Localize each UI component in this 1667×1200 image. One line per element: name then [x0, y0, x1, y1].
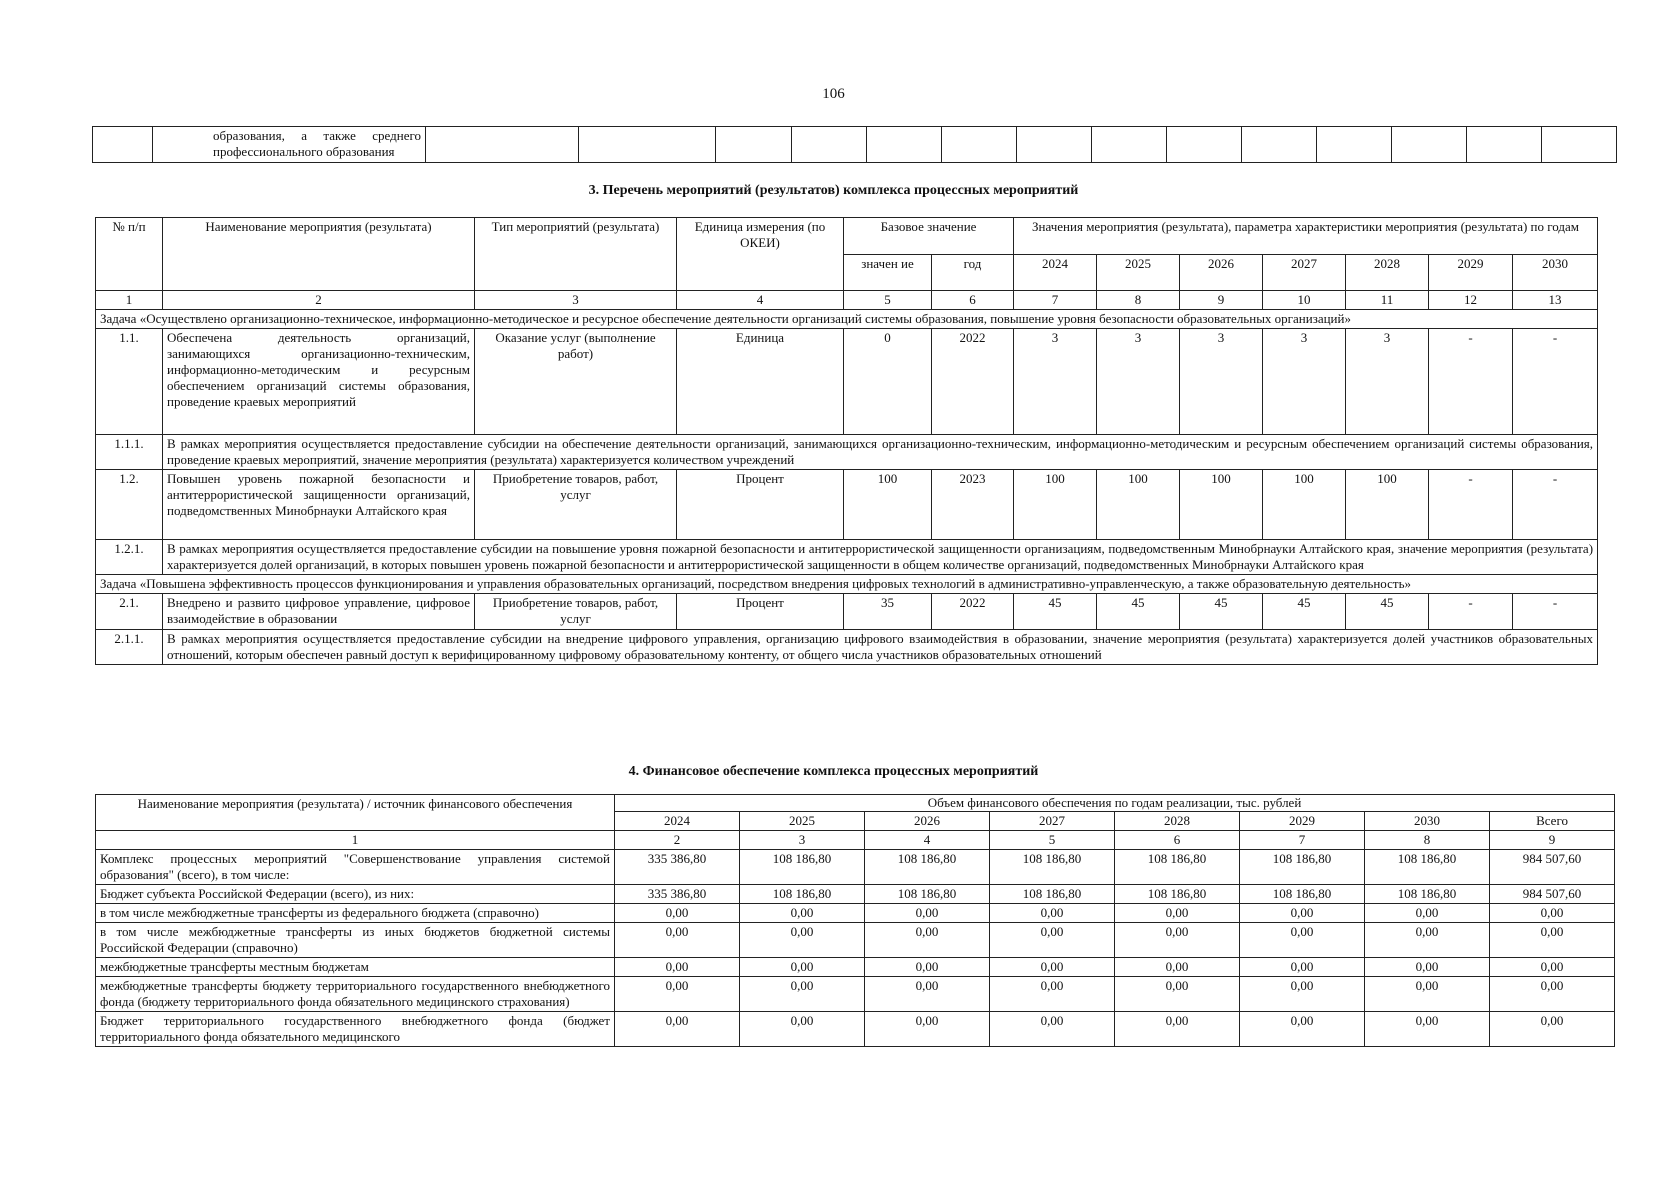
row-description: В рамках мероприятия осуществляется предоставление субсидии на обеспечение деятельности организаций, занимающихся организационно-техническим, информационно-методическим и ресурсным обеспечением организаций системы образования, проведение краевых мероприятий, значение мероприятия (результата) характеризуется количеством учреждений — [163, 435, 1598, 470]
header-year: 2027 — [1263, 255, 1346, 291]
fin-col-number: 3 — [740, 831, 865, 850]
row-num: 1.1.1. — [96, 435, 163, 470]
fin-value: 0,00 — [1365, 1012, 1490, 1047]
header-year: 2025 — [1097, 255, 1180, 291]
fin-value: 0,00 — [1115, 1012, 1240, 1047]
fin-value: 108 186,80 — [1365, 885, 1490, 904]
fin-header-volume: Объем финансового обеспечения по годам реализации, тыс. рублей — [615, 795, 1615, 812]
fin-header-year: 2030 — [1365, 812, 1490, 831]
fin-col-number: 9 — [1490, 831, 1615, 850]
row-num: 2.1. — [96, 594, 163, 630]
fin-value: 0,00 — [1490, 904, 1615, 923]
fin-value: 108 186,80 — [1240, 850, 1365, 885]
fin-header-name: Наименование мероприятия (результата) / источник финансового обеспечения — [96, 795, 615, 831]
fin-value: 108 186,80 — [865, 850, 990, 885]
col-number: 7 — [1014, 291, 1097, 310]
fin-col-number: 1 — [96, 831, 615, 850]
fragment-cell — [1167, 127, 1242, 163]
events-table — [95, 217, 1598, 665]
row-num: 1.1. — [96, 329, 163, 435]
fin-value: 0,00 — [1490, 958, 1615, 977]
fragment-text: образования, а также среднего профессионального образования — [153, 127, 426, 163]
fin-row-name: Комплекс процессных мероприятий "Совершенствование управления системой образования" (всего), в том числе: — [96, 850, 615, 885]
fin-value: 0,00 — [740, 977, 865, 1012]
fragment-cell — [1017, 127, 1092, 163]
fin-row-name: межбюджетные трансферты бюджету территориального государственного внебюджетного фонда (бюджету территориального фонда обязательного медицинского страхования) — [96, 977, 615, 1012]
fragment-cell — [867, 127, 942, 163]
fin-value: 108 186,80 — [1365, 850, 1490, 885]
fragment-cell — [942, 127, 1017, 163]
fin-row-name: межбюджетные трансферты местным бюджетам — [96, 958, 615, 977]
header-num: № п/п — [96, 218, 163, 291]
fin-value: 0,00 — [1115, 958, 1240, 977]
fin-value: 984 507,60 — [1490, 885, 1615, 904]
fin-row-name: в том числе межбюджетные трансферты из федерального бюджета (справочно) — [96, 904, 615, 923]
row-num: 1.2. — [96, 470, 163, 540]
fin-header-year: 2024 — [615, 812, 740, 831]
row-name: Повышен уровень пожарной безопасности и антитеррористической защищенности организаций, подведомственных Минобрнауки Алтайского края — [163, 470, 475, 540]
row-unit: Процент — [677, 594, 844, 630]
row-type: Оказание услуг (выполнение работ) — [475, 329, 677, 435]
col-number: 11 — [1346, 291, 1429, 310]
task-2: Задача «Повышена эффективность процессов функционирования и управления образовательных организаций, посредством внедрения цифровых технологий в административно-управленческую, а также образовательную деятельность» — [96, 575, 1598, 594]
row-num: 1.2.1. — [96, 540, 163, 575]
fin-row-name: в том числе межбюджетные трансферты из иных бюджетов бюджетной системы Российской Федерации (справочно) — [96, 923, 615, 958]
col-number: 12 — [1429, 291, 1513, 310]
fin-value: 0,00 — [1115, 923, 1240, 958]
header-base: Базовое значение — [844, 218, 1014, 255]
fragment-cell — [1542, 127, 1617, 163]
col-number: 5 — [844, 291, 932, 310]
fin-value: 0,00 — [1365, 958, 1490, 977]
fin-col-number: 8 — [1365, 831, 1490, 850]
fin-value: 0,00 — [1490, 1012, 1615, 1047]
col-number: 10 — [1263, 291, 1346, 310]
row-value: 3 — [1180, 329, 1263, 435]
previous-table-fragment — [92, 126, 1617, 163]
fin-value: 0,00 — [1115, 977, 1240, 1012]
fin-header-year: 2027 — [990, 812, 1115, 831]
fin-value: 0,00 — [1240, 1012, 1365, 1047]
fragment-cell — [1317, 127, 1392, 163]
row-description: В рамках мероприятия осуществляется предоставление субсидии на внедрение цифрового управления, организацию цифрового взаимодействия в образовании, значение мероприятия (результата) характеризуется долей участников образовательных отношений, которым обеспечен равный доступ к верифицированному цифровому образовательному контенту, от общего числа участников образовательных отношений — [163, 630, 1598, 665]
row-value: - — [1429, 594, 1513, 630]
row-value: - — [1513, 470, 1598, 540]
row-base-year: 2022 — [932, 594, 1014, 630]
row-type: Приобретение товаров, работ, услуг — [475, 470, 677, 540]
fin-header-year: 2029 — [1240, 812, 1365, 831]
fin-header-year: 2026 — [865, 812, 990, 831]
fin-header-year: 2028 — [1115, 812, 1240, 831]
row-name: Внедрено и развито цифровое управление, цифровое взаимодействие в образовании — [163, 594, 475, 630]
fin-value: 0,00 — [1365, 923, 1490, 958]
fin-value: 0,00 — [865, 1012, 990, 1047]
fragment-cell — [1392, 127, 1467, 163]
fin-value: 0,00 — [615, 904, 740, 923]
row-value: 100 — [1180, 470, 1263, 540]
fin-header-total: Всего — [1490, 812, 1615, 831]
row-value: - — [1429, 470, 1513, 540]
fin-value: 0,00 — [615, 923, 740, 958]
fin-value: 0,00 — [1490, 977, 1615, 1012]
section-3-title: 3. Перечень мероприятий (результатов) комплекса процессных мероприятий — [588, 183, 1079, 198]
row-unit: Процент — [677, 470, 844, 540]
header-name: Наименование мероприятия (результата) — [163, 218, 475, 291]
fin-col-number: 6 — [1115, 831, 1240, 850]
col-number: 1 — [96, 291, 163, 310]
fragment-cell — [93, 127, 153, 163]
row-base-year: 2022 — [932, 329, 1014, 435]
fin-header-year: 2025 — [740, 812, 865, 831]
fin-value: 0,00 — [865, 977, 990, 1012]
fin-value: 0,00 — [1115, 904, 1240, 923]
header-year: 2024 — [1014, 255, 1097, 291]
row-value: 45 — [1097, 594, 1180, 630]
row-value: 45 — [1180, 594, 1263, 630]
row-value: 3 — [1263, 329, 1346, 435]
header-type: Тип мероприятий (результата) — [475, 218, 677, 291]
fin-value: 0,00 — [990, 923, 1115, 958]
page-number: 106 — [822, 86, 845, 102]
col-number: 4 — [677, 291, 844, 310]
header-base-value: значен ие — [844, 255, 932, 291]
fragment-cell — [792, 127, 867, 163]
row-description: В рамках мероприятия осуществляется предоставление субсидии на повышение уровня пожарной безопасности и антитеррористической защищенности организациям, подведомственным Минобрнауки Алтайского края, значение мероприятия (результата) характеризуется долей организаций, в которых повышен уровень пожарной безопасности и антитеррористической защищенности в общем количестве организаций, подведомственных Минобрнауки Алтайского края — [163, 540, 1598, 575]
row-base-year: 2023 — [932, 470, 1014, 540]
row-name: Обеспечена деятельность организаций, занимающихся организационно-техническим, информационно-методическим и ресурсным обеспечением организаций системы образования, проведение краевых мероприятий — [163, 329, 475, 435]
fin-value: 0,00 — [865, 958, 990, 977]
row-type: Приобретение товаров, работ, услуг — [475, 594, 677, 630]
fin-value: 0,00 — [1240, 923, 1365, 958]
col-number: 3 — [475, 291, 677, 310]
fin-value: 0,00 — [1240, 977, 1365, 1012]
row-num: 2.1.1. — [96, 630, 163, 665]
col-number: 8 — [1097, 291, 1180, 310]
fin-value: 108 186,80 — [865, 885, 990, 904]
row-value: 100 — [1097, 470, 1180, 540]
fin-value: 0,00 — [1240, 958, 1365, 977]
fin-value: 108 186,80 — [740, 850, 865, 885]
fin-value: 335 386,80 — [615, 850, 740, 885]
fragment-cell — [579, 127, 716, 163]
fin-value: 0,00 — [1365, 904, 1490, 923]
row-value: 3 — [1346, 329, 1429, 435]
header-year: 2026 — [1180, 255, 1263, 291]
row-value: 100 — [1014, 470, 1097, 540]
row-base-value: 35 — [844, 594, 932, 630]
fin-value: 108 186,80 — [1115, 850, 1240, 885]
fin-value: 335 386,80 — [615, 885, 740, 904]
section-4-title: 4. Финансовое обеспечение комплекса процессных мероприятий — [628, 764, 1039, 779]
fin-value: 0,00 — [615, 977, 740, 1012]
fin-col-number: 4 — [865, 831, 990, 850]
fin-value: 0,00 — [865, 904, 990, 923]
row-value: 3 — [1097, 329, 1180, 435]
fin-value: 0,00 — [990, 1012, 1115, 1047]
row-value: 100 — [1346, 470, 1429, 540]
fin-value: 0,00 — [990, 977, 1115, 1012]
row-value: - — [1513, 329, 1598, 435]
row-unit: Единица — [677, 329, 844, 435]
row-base-value: 0 — [844, 329, 932, 435]
fin-value: 0,00 — [990, 958, 1115, 977]
row-value: 45 — [1346, 594, 1429, 630]
fin-value: 108 186,80 — [1240, 885, 1365, 904]
fin-col-number: 7 — [1240, 831, 1365, 850]
fin-col-number: 5 — [990, 831, 1115, 850]
fin-value: 0,00 — [740, 1012, 865, 1047]
fragment-cell — [1092, 127, 1167, 163]
fragment-cell — [1467, 127, 1542, 163]
fin-value: 984 507,60 — [1490, 850, 1615, 885]
fin-row-name: Бюджет территориального государственного внебюджетного фонда (бюджет территориального фонда обязательного медицинского — [96, 1012, 615, 1047]
row-base-value: 100 — [844, 470, 932, 540]
row-value: - — [1429, 329, 1513, 435]
col-number: 6 — [932, 291, 1014, 310]
fin-value: 0,00 — [615, 1012, 740, 1047]
fragment-cell — [426, 127, 579, 163]
fin-value: 108 186,80 — [1115, 885, 1240, 904]
header-base-year: год — [932, 255, 1014, 291]
fin-value: 0,00 — [1240, 904, 1365, 923]
row-value: 3 — [1014, 329, 1097, 435]
fin-col-number: 2 — [615, 831, 740, 850]
row-value: 45 — [1263, 594, 1346, 630]
fin-value: 0,00 — [1490, 923, 1615, 958]
fin-value: 0,00 — [865, 923, 990, 958]
fin-row-name: Бюджет субъекта Российской Федерации (всего), из них: — [96, 885, 615, 904]
fin-value: 108 186,80 — [990, 850, 1115, 885]
fragment-cell — [716, 127, 792, 163]
fin-value: 0,00 — [740, 904, 865, 923]
col-number: 9 — [1180, 291, 1263, 310]
header-year: 2028 — [1346, 255, 1429, 291]
fragment-cell — [1242, 127, 1317, 163]
row-value: - — [1513, 594, 1598, 630]
fin-value: 0,00 — [740, 923, 865, 958]
col-number: 2 — [163, 291, 475, 310]
fin-value: 0,00 — [1365, 977, 1490, 1012]
task-1: Задача «Осуществлено организационно-техническое, информационно-методическое и ресурсное обеспечение деятельности организаций системы образования, повышение уровня безопасности образовательных организаций» — [96, 310, 1598, 329]
fin-value: 108 186,80 — [740, 885, 865, 904]
fin-value: 0,00 — [990, 904, 1115, 923]
finance-table — [95, 794, 1615, 1047]
row-value: 45 — [1014, 594, 1097, 630]
fin-value: 0,00 — [740, 958, 865, 977]
header-values: Значения мероприятия (результата), параметра характеристики мероприятия (результата) по годам — [1014, 218, 1598, 255]
header-unit: Единица измерения (по ОКЕИ) — [677, 218, 844, 291]
header-year: 2030 — [1513, 255, 1598, 291]
fin-value: 108 186,80 — [990, 885, 1115, 904]
header-year: 2029 — [1429, 255, 1513, 291]
row-value: 100 — [1263, 470, 1346, 540]
fin-value: 0,00 — [615, 958, 740, 977]
col-number: 13 — [1513, 291, 1598, 310]
